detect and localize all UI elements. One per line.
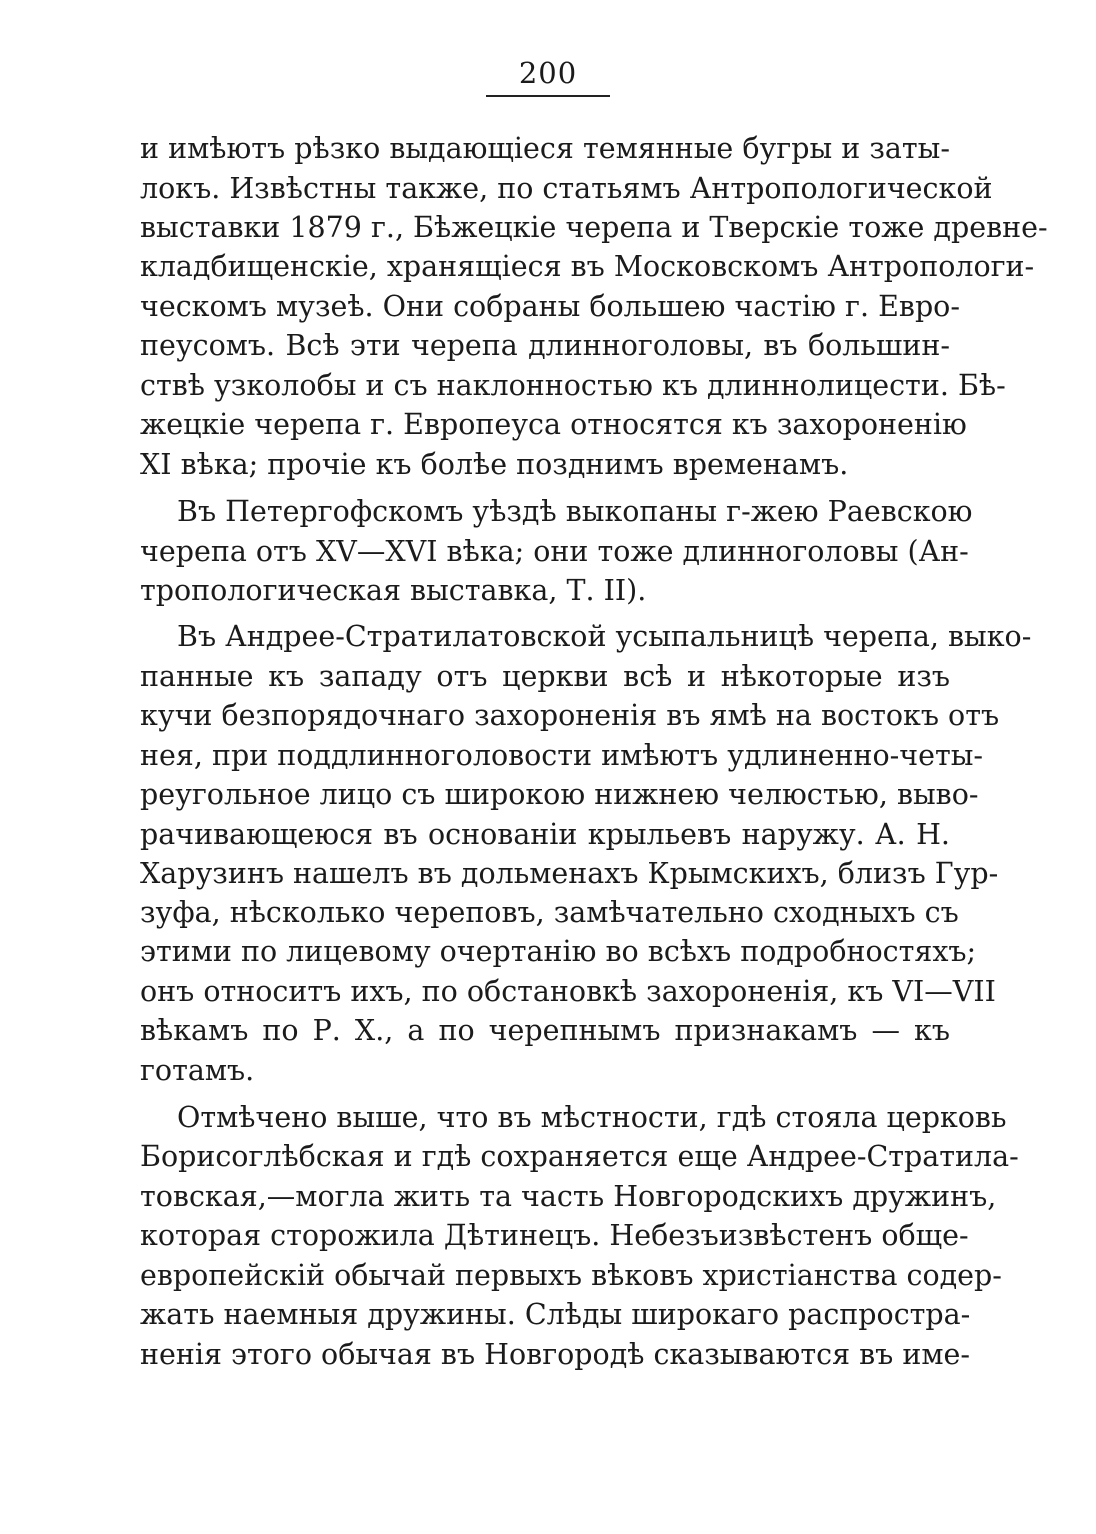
text-line: рачивающеюся въ основаніи крыльевъ наружу. А. Н.	[140, 818, 950, 851]
text-line: этими по лицевому очертанію во всѣхъ подробностяхъ;	[140, 935, 977, 968]
text-line: черепа отъ XV—XVI вѣка; они тоже длинноголовы (Ан-	[140, 535, 969, 568]
text-line: Въ Петергофскомъ уѣздѣ выкопаны г-жею Раевскою	[177, 495, 973, 528]
page-number-rule	[486, 95, 610, 97]
text-line: Въ Андрее-Стратилатовской усыпальницѣ черепа, выко-	[177, 620, 1032, 653]
text-line: локъ. Извѣстны также, по статьямъ Антропологической	[140, 172, 993, 205]
text-line: ствѣ узколобы и съ наклонностью къ длиннолицести. Бѣ-	[140, 369, 1006, 402]
text-line: Отмѣчено выше, что въ мѣстности, гдѣ стояла церковь	[177, 1101, 1007, 1134]
text-line: зуфа, нѣсколько череповъ, замѣчательно сходныхъ съ	[140, 896, 959, 929]
text-line: XI вѣка; прочіе къ болѣе позднимъ временамъ.	[140, 448, 849, 481]
text-line: жать наемныя дружины. Слѣды широкаго распростра-	[140, 1298, 971, 1331]
text-line: кучи безпорядочнаго захороненія въ ямѣ на востокъ отъ	[140, 699, 1000, 732]
text-line: европейскій обычай первыхъ вѣковъ христіанства содер-	[140, 1259, 1002, 1292]
text-line: ческомъ музеѣ. Они собраны большею частію г. Евро-	[140, 290, 960, 323]
text-line: кладбищенскіе, хранящіеся въ Московскомъ Антропологи-	[140, 250, 1035, 283]
text-line: ненія этого обычая въ Новгородѣ сказываются въ име-	[140, 1338, 971, 1371]
text-line: панные къ западу отъ церкви всѣ и нѣкоторые изъ	[140, 660, 950, 693]
text-line: нея, при поддлинноголовости имѣютъ удлиненно-четы-	[140, 739, 984, 772]
text-line: жецкіе черепа г. Европеуса относятся къ захороненію	[140, 408, 967, 441]
text-line: пеусомъ. Всѣ эти черепа длинноголовы, въ большин-	[140, 329, 950, 362]
text-line: которая сторожила Дѣтинецъ. Небезъизвѣстенъ обще-	[140, 1219, 969, 1252]
text-line: Харузинъ нашелъ въ дольменахъ Крымскихъ, близъ Гур-	[140, 857, 999, 890]
text-line: тропологическая выставка, Т. II).	[140, 574, 647, 607]
page-number: 200	[518, 56, 578, 90]
text-line: вѣкамъ по Р. Х., а по черепнымъ признакамъ — къ	[140, 1014, 950, 1047]
text-line: готамъ.	[140, 1054, 255, 1087]
text-line: выставки 1879 г., Бѣжецкіе черепа и Тверскіе тоже древне-	[140, 211, 1048, 244]
text-line: онъ относитъ ихъ, по обстановкѣ захороненія, къ VI—VII	[140, 975, 996, 1008]
text-line: товская,—могла жить та часть Новгородскихъ дружинъ,	[140, 1180, 997, 1213]
text-line: реугольное лицо съ широкою нижнею челюстью, выво-	[140, 778, 979, 811]
text-line: и имѣютъ рѣзко выдающіеся темянные бугры и заты-	[140, 132, 950, 165]
text-line: Борисоглѣбская и гдѣ сохраняется еще Андрее-Стратила-	[140, 1140, 1019, 1173]
